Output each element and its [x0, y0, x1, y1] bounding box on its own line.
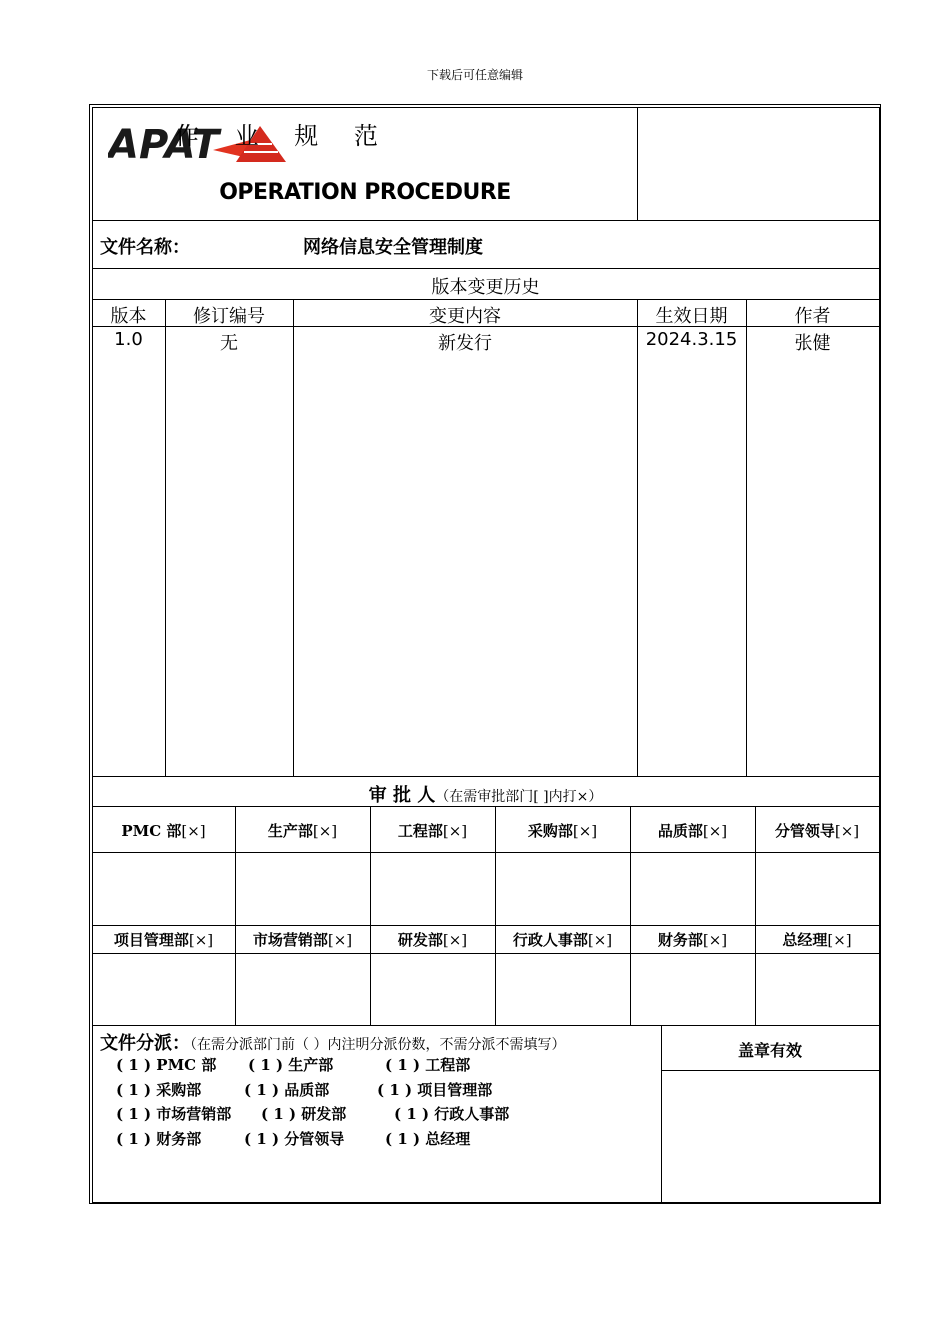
- document-title-en: OPERATION PROCEDURE: [219, 180, 511, 205]
- stamp-label: 盖章有效: [737, 1041, 802, 1060]
- file-name-label: 文件名称：: [100, 237, 190, 258]
- distribution-item: ( 1 ) 市场营销部: [116, 1105, 232, 1123]
- distribution-header: [100, 1029, 565, 1055]
- col-header-date: 生效日期: [655, 306, 728, 327]
- approval-dept-finance[interactable]: 财务部[×]: [657, 931, 728, 949]
- approval-dept-project-mgmt[interactable]: 项目管理部[×]: [113, 931, 214, 949]
- distribution-item: ( 1 ) 财务部: [116, 1130, 202, 1148]
- history-content: 新发行: [438, 333, 492, 354]
- header-divider: [637, 107, 638, 220]
- file-name-value: 网络信息安全管理制度: [303, 237, 483, 258]
- approval-dept-purchasing[interactable]: 采购部[×]: [527, 822, 598, 840]
- distribution-item: ( 1 ) 品质部: [244, 1081, 330, 1099]
- distribution-item: ( 1 ) 项目管理部: [377, 1081, 493, 1099]
- distribution-item: ( 1 ) 研发部: [261, 1105, 347, 1123]
- distribution-item: ( 1 ) PMC 部: [116, 1056, 217, 1074]
- distribution-item: ( 1 ) 工程部: [385, 1056, 471, 1074]
- document-title-cn: 作 业 规 范: [175, 122, 392, 150]
- distribution-item: ( 1 ) 生产部: [248, 1056, 334, 1074]
- approval-header: [92, 781, 879, 807]
- approval-title: 审 批 人: [368, 785, 436, 806]
- history-date: 2024.3.15: [645, 329, 738, 350]
- history-title: 版本变更历史: [431, 277, 540, 298]
- col-header-revision: 修订编号: [193, 306, 265, 327]
- approval-dept-production[interactable]: 生产部[×]: [267, 822, 338, 840]
- history-author: 张健: [794, 333, 831, 354]
- history-version: 1.0: [114, 329, 143, 350]
- col-header-version: 版本: [110, 306, 147, 327]
- distribution-note: （在需分派部门前（ ）内注明分派份数，不需分派不需填写）: [190, 1037, 566, 1053]
- approval-dept-engineering[interactable]: 工程部[×]: [397, 822, 468, 840]
- approval-dept-rnd[interactable]: 研发部[×]: [397, 931, 468, 949]
- approval-dept-division-head[interactable]: 分管领导[×]: [774, 822, 860, 840]
- approval-dept-marketing[interactable]: 市场营销部[×]: [252, 931, 353, 949]
- distribution-item: ( 1 ) 行政人事部: [394, 1105, 510, 1123]
- approval-dept-pmc[interactable]: PMC 部[×]: [121, 822, 206, 840]
- distribution-item: ( 1 ) 采购部: [116, 1081, 202, 1099]
- svg-text:APAT: APAT: [108, 122, 220, 164]
- approval-dept-admin-hr[interactable]: 行政人事部[×]: [512, 931, 613, 949]
- approval-dept-general-manager[interactable]: 总经理[×]: [782, 931, 852, 949]
- distribution-item: ( 1 ) 总经理: [385, 1130, 471, 1148]
- approval-note: （在需审批部门[ ]内打×）: [435, 789, 603, 805]
- col-header-author: 作者: [794, 306, 831, 327]
- watermark-text: 下载后可任意编辑: [426, 68, 523, 82]
- distribution-item: ( 1 ) 分管领导: [244, 1130, 345, 1148]
- col-header-content: 变更内容: [429, 306, 501, 327]
- history-revision: 无: [220, 333, 238, 354]
- distribution-label: 文件分派：: [100, 1033, 190, 1054]
- approval-dept-quality[interactable]: 品质部[×]: [657, 822, 728, 840]
